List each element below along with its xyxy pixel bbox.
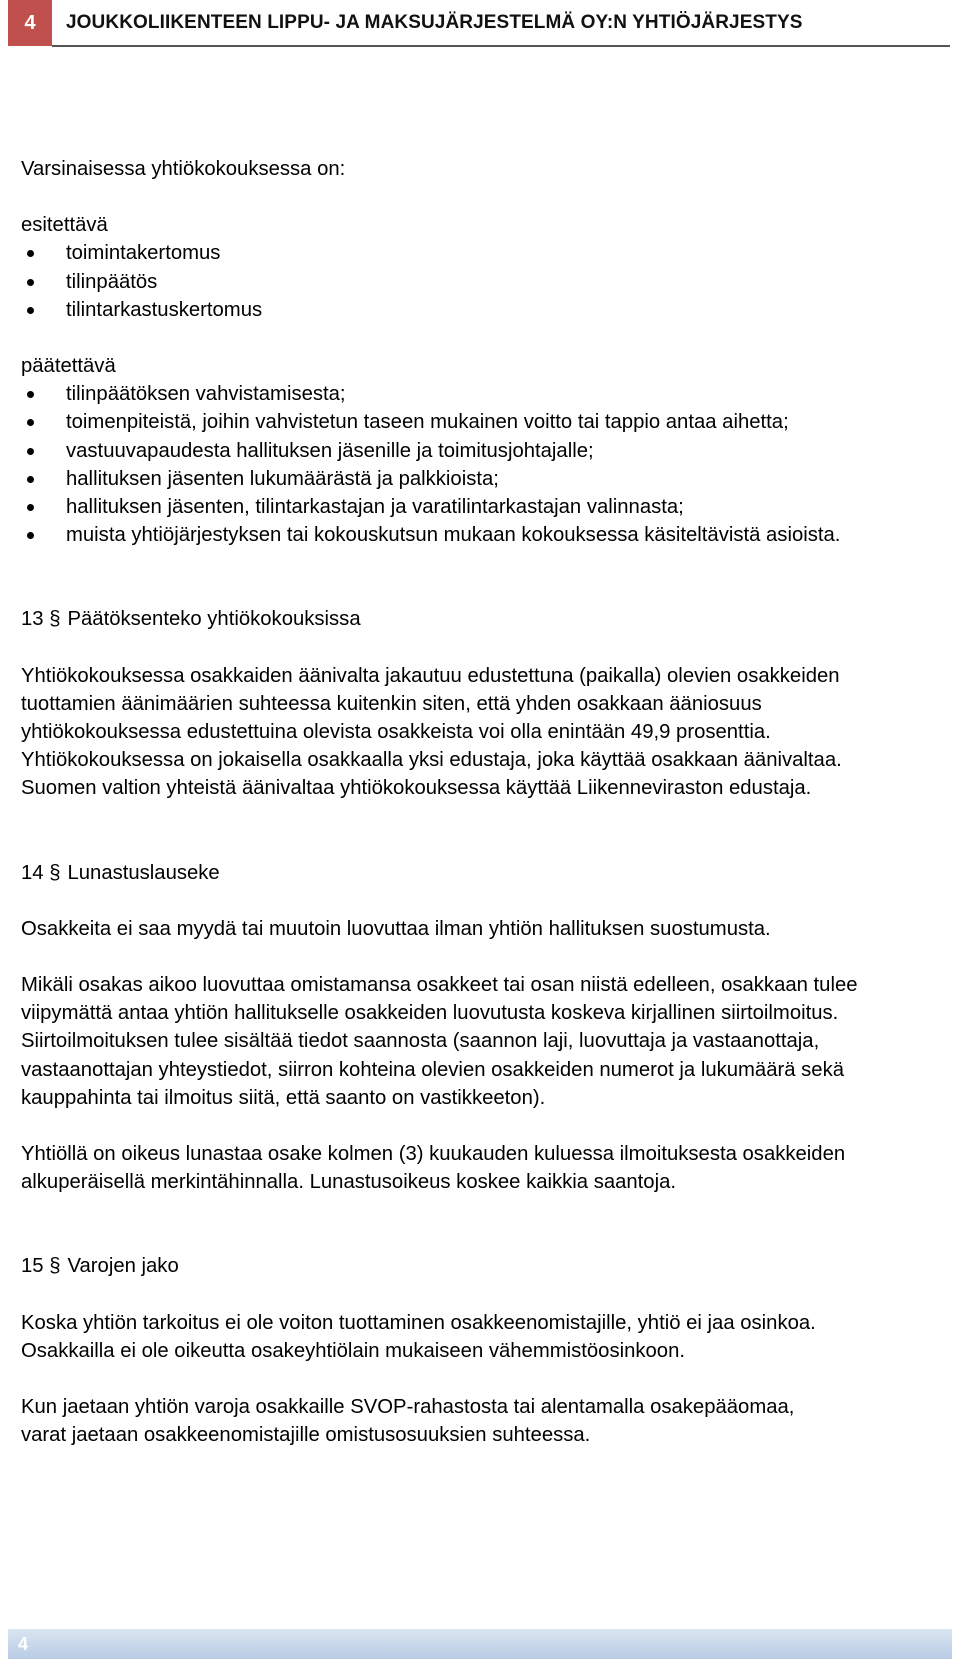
section-14-paragraph: Mikäli osakas aikoo luovuttaa omistamansa osakkeet tai osan niistä edelleen, osakkaan tulee viipymättä antaa yhtiön hallitukselle osakkeiden luovutusta koskeva kirjallinen siirtoilmoitus. Siirtoilmoituksen tulee sisältää tiedot saannosta (saannon laji, luovuttaja ja vastaanottaja, vastaanottajan yhteystiedot, siirron kohteina olevien osakkeiden numerot ja lukumäärä sekä kauppahinta tai ilmoitus siitä, että saanto on vastikkeeton). [21,974,858,1109]
list-item: vastuuvapaudesta hallituksen jäsenille ja toimitusjohtajalle; [21,437,941,465]
footer-page-number: 4 [18,1634,29,1654]
list-item: hallituksen jäsenten lukumäärästä ja palkkioista; [21,465,941,493]
intro-text: Varsinaisessa yhtiökokouksessa on: [21,158,346,180]
section-symbol: § [49,861,61,884]
decided-list [21,380,941,549]
section-14-paragraph: Osakkeita ei saa myydä tai muutoin luovuttaa ilman yhtiön hallituksen suostumusta. [21,917,771,940]
footer-bar [8,1629,952,1659]
list-item: toimintakertomus [21,239,941,267]
section-13-heading [21,605,941,633]
list-item: tilintarkastuskertomus [21,296,941,324]
section-title: Lunastuslauseke [67,861,220,884]
section-15-paragraph: Kun jaetaan yhtiön varoja osakkaille SVOP-rahastosta tai alentamalla osakepääomaa, varat jaetaan osakkeenomistajille omistusosuuksien suhteessa. [21,1396,795,1447]
list-item: muista yhtiöjärjestyksen tai kokouskutsun mukaan kokouksessa käsiteltävistä asioista. [21,521,886,549]
list-item: tilinpäätös [21,268,941,296]
document-body [21,155,941,1450]
section-15-heading [21,1252,941,1280]
decided-label: päätettävä [21,355,116,378]
header-divider [52,45,950,47]
list-item: hallituksen jäsenten, tilintarkastajan ja varatilintarkastajan valinnasta; [21,493,941,521]
section-number: 13 [21,608,44,631]
presented-label: esitettävä [21,214,108,237]
header-page-number: 4 [8,0,52,46]
presented-list [21,239,941,324]
list-item: toimenpiteistä, joihin vahvistetun taseen mukainen voitto tai tappio antaa aihetta; [21,408,941,436]
page-footer [8,1629,952,1659]
document-title: JOUKKOLIIKENTEEN LIPPU- JA MAKSUJÄRJESTELMÄ OY:N YHTIÖJÄRJESTYS [66,12,803,33]
list-item: tilinpäätöksen vahvistamisesta; [21,380,941,408]
section-number: 15 [21,1255,44,1278]
section-13-paragraph: Yhtiökokouksessa osakkaiden äänivalta jakautuu edustettuna (paikalla) olevien osakkeiden tuottamien äänimäärien suhteessa kuitenkin siten, että yhden osakkaan ääniosuus yhtiökokouksessa edustettuina olevista osakkeista voi olla enintään 49,9 prosenttia. Yhtiökokouksessa on jokaisella osakkaalla yksi edustaja, joka käyttää osakkaan äänivaltaa. Suomen valtion yhteistä äänivaltaa yhtiökokouksessa käyttää Liikenneviraston edustaja. [21,664,842,800]
section-symbol: § [49,608,61,631]
section-15-paragraph: Koska yhtiön tarkoitus ei ole voiton tuottaminen osakkeenomistajille, yhtiö ei jaa osinkoa. Osakkailla ei ole oikeutta osakeyhtiölain mukaiseen vähemmistöosinkoon. [21,1311,816,1362]
section-number: 14 [21,861,44,884]
page-header [8,0,950,48]
section-symbol: § [49,1255,61,1278]
section-14-heading [21,859,941,887]
section-title: Päätöksenteko yhtiökokouksissa [67,608,361,631]
section-14-paragraph: Yhtiöllä on oikeus lunastaa osake kolmen (3) kuukauden kuluessa ilmoituksesta osakkeiden alkuperäisellä merkintähinnalla. Lunastusoikeus koskee kaikkia saantoja. [21,1143,846,1194]
section-title: Varojen jako [67,1255,179,1278]
